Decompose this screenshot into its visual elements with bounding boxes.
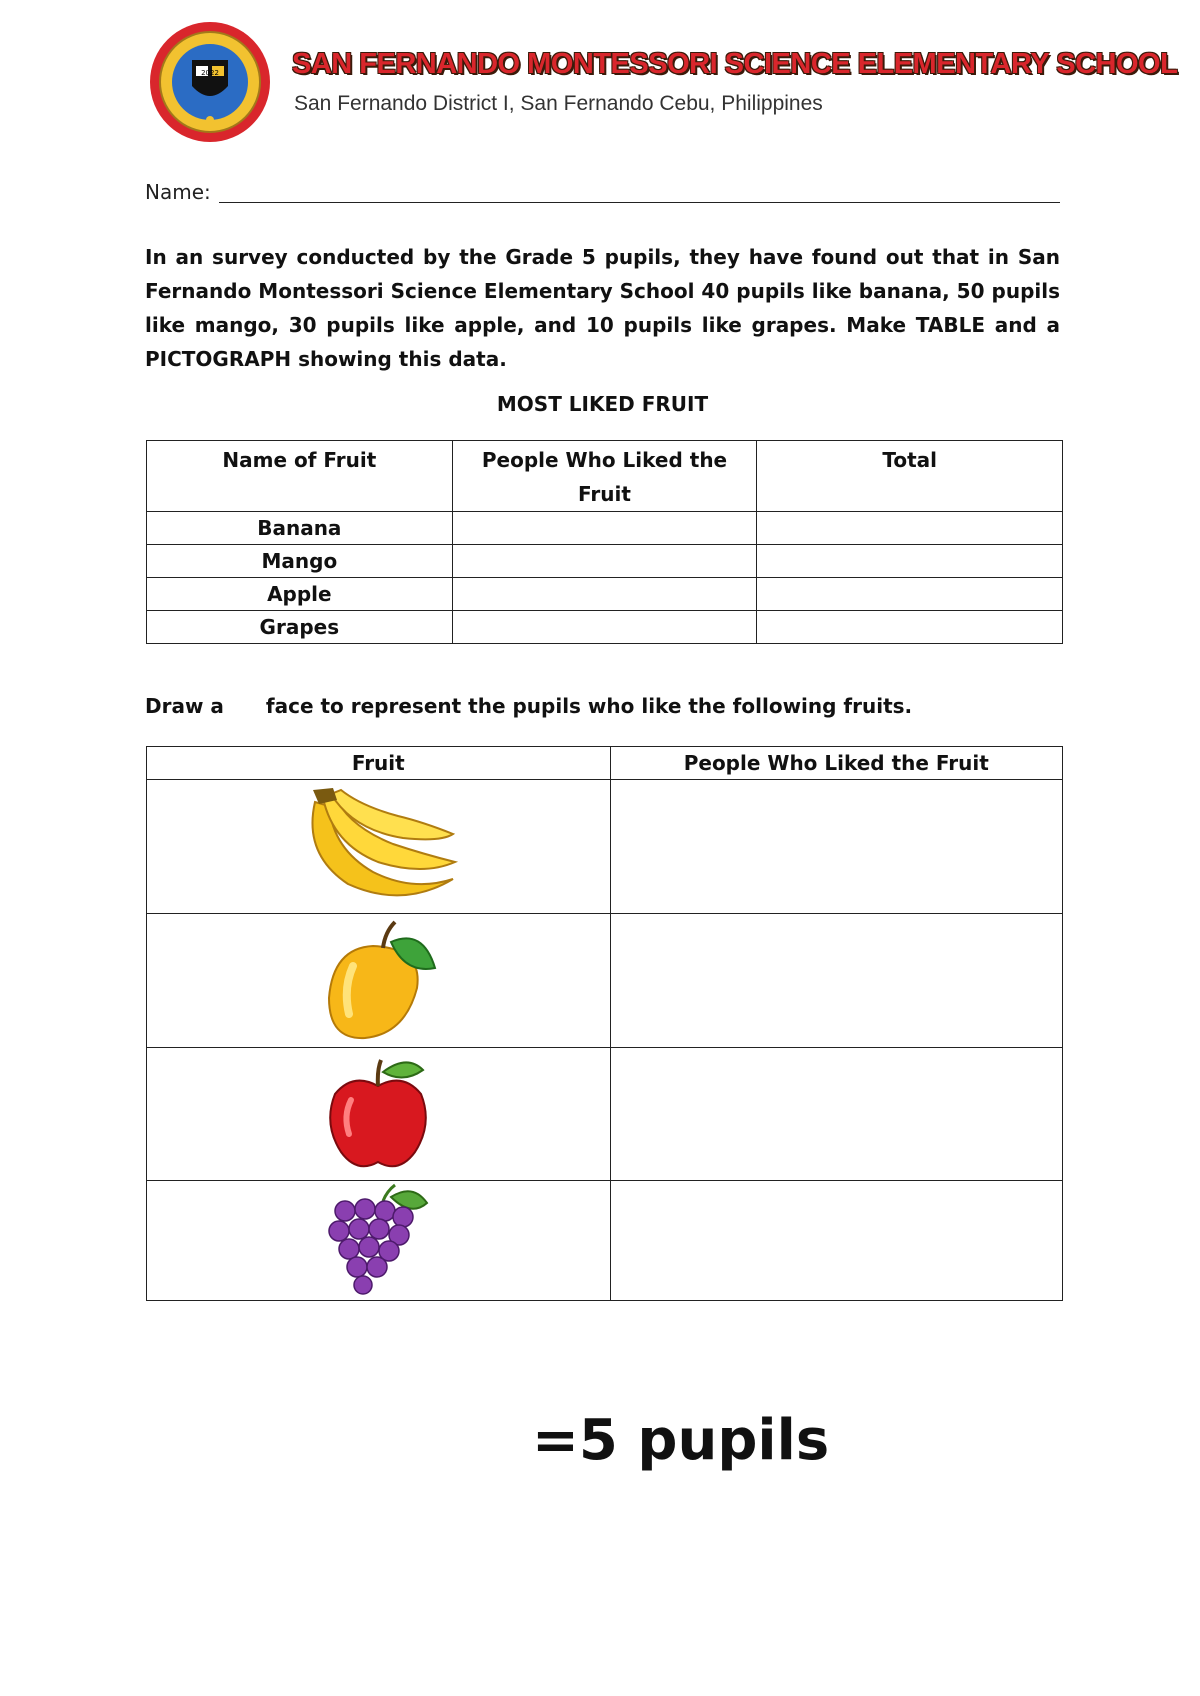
fruit-image-cell <box>147 780 611 914</box>
total-cell[interactable] <box>757 545 1063 578</box>
school-logo-icon <box>148 20 272 144</box>
table-header-row <box>147 441 1063 512</box>
name-label: Name: <box>145 180 211 204</box>
school-name: SAN FERNANDO MONTESSORI SCIENCE ELEMENTARY SCHOOL <box>292 48 1178 80</box>
fruit-name-cell: Apple <box>147 578 453 611</box>
instructions-paragraph: In an survey conducted by the Grade 5 pupils, they have found out that in San Fernando Montessori Science Elementary School 40 pupils like banana, 50 pupils like mango, 30 pupils like apple, and 10 pupils like grapes. Make TABLE and a PICTOGRAPH showing this data. <box>145 245 1060 371</box>
draw-instruction <box>145 694 912 718</box>
pictograph-answer-cell[interactable] <box>610 780 1062 914</box>
pictograph-legend: =5 pupils <box>532 1408 830 1473</box>
pictograph-answer-cell[interactable] <box>610 1048 1062 1181</box>
apple-icon <box>323 1054 433 1174</box>
people-cell[interactable] <box>452 578 757 611</box>
svg-text:2022: 2022 <box>201 69 219 77</box>
draw-instruction-prefix: Draw a <box>145 694 224 718</box>
people-cell[interactable] <box>452 545 757 578</box>
table-title: MOST LIKED FRUIT <box>496 392 709 416</box>
pictograph-row <box>147 1048 1063 1181</box>
draw-instruction-suffix: face to represent the pupils who like the following fruits. <box>265 694 913 718</box>
banana-icon <box>293 784 463 909</box>
pictograph-header-row <box>147 747 1063 780</box>
fruit-image-cell <box>147 1048 611 1181</box>
people-cell[interactable] <box>452 611 757 644</box>
col-people-who-liked: People Who Liked the Fruit <box>610 747 1062 780</box>
col-total: Total <box>757 441 1063 512</box>
pictograph-row <box>147 780 1063 914</box>
fruit-name-cell: Mango <box>147 545 453 578</box>
col-name-of-fruit: Name of Fruit <box>147 441 453 512</box>
fruit-name-cell: Grapes <box>147 611 453 644</box>
fruit-image-cell <box>147 1181 611 1301</box>
total-cell[interactable] <box>757 611 1063 644</box>
total-cell[interactable] <box>757 512 1063 545</box>
people-cell[interactable] <box>452 512 757 545</box>
fruit-image-cell <box>147 914 611 1048</box>
table-row <box>147 512 1063 545</box>
pictograph-answer-cell[interactable] <box>610 914 1062 1048</box>
name-field <box>145 180 1060 204</box>
col-people-who-liked: People Who Liked the Fruit <box>452 441 757 512</box>
table-row <box>147 611 1063 644</box>
school-address: San Fernando District I, San Fernando Cebu, Philippines <box>294 92 823 115</box>
name-blank[interactable] <box>219 180 1060 203</box>
pictograph-row <box>147 914 1063 1048</box>
pictograph-answer-cell[interactable] <box>610 1181 1062 1301</box>
col-fruit: Fruit <box>147 747 611 780</box>
total-cell[interactable] <box>757 578 1063 611</box>
most-liked-fruit-table <box>146 440 1063 644</box>
school-header <box>148 20 1178 140</box>
table-row <box>147 545 1063 578</box>
pictograph-table <box>146 746 1063 1301</box>
table-row <box>147 578 1063 611</box>
mango-icon <box>313 918 443 1043</box>
grapes-icon <box>323 1183 433 1299</box>
fruit-name-cell: Banana <box>147 512 453 545</box>
pictograph-row <box>147 1181 1063 1301</box>
